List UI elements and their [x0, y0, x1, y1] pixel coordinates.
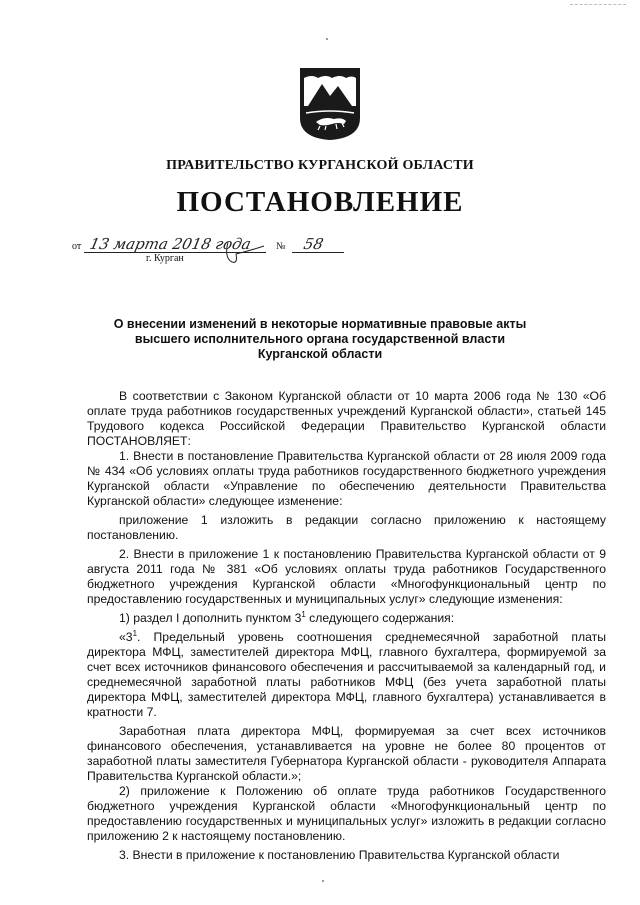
superscript: 1 [132, 629, 138, 639]
document-body [87, 389, 606, 863]
city-label: г. Курган [146, 253, 184, 264]
document-type: ПОСТАНОВЛЕНИЕ [176, 186, 464, 218]
clause-1: 1. Внести в постановление Правительства Курганской области от 28 июля 2009 года № 434 «Об условиях оплаты труда работников государственного бюджетного учреждения Курганской области «Управление по обеспечению деятельности Правительства Курганской области» следующее изменение: [87, 449, 606, 508]
date-from-label: от [72, 241, 82, 252]
clause-text: 1) раздел I дополнить пунктом 3 [119, 611, 302, 626]
heading-line: высшего исполнительного органа государственной власти [134, 332, 506, 346]
coat-of-arms-icon [298, 66, 362, 142]
preamble-paragraph: В соответствии с Законом Курганской области от 10 марта 2006 года № 130 «Об оплате труда работников государственных учреждений Курганской области», статьей 145 Трудового кодекса Российской Федерации Правительство Курганской области ПОСТАНОВЛЯЕТ: [87, 389, 606, 448]
number-label: № [276, 241, 286, 252]
clause-3: 3. Внести в приложение к постановлению Правительства Курганской области [119, 848, 560, 863]
handwritten-date: 13 марта 2018 года [88, 235, 253, 253]
clause-2-quote-2: Заработная плата директора МФЦ, формируемая за счет всех источников финансового обеспечения, устанавливается на уровне не более 80 процентов от заработной платы заместителя Губернатора Курганской области - руководителя Аппарата Правительства Курганской области.»; [87, 724, 606, 784]
scan-dot [322, 880, 324, 882]
clause-2-quote [87, 626, 606, 720]
government-title: ПРАВИТЕЛЬСТВО КУРГАНСКОЙ ОБЛАСТИ [166, 158, 474, 173]
clause-text: «3 [119, 630, 133, 645]
superscript: 1 [301, 610, 306, 619]
clause-2: 2. Внести в приложение 1 к постановлению Правительства Курганской области от 9 августа 2011 года № 381 «Об условиях оплаты труда работников Государственного бюджетного учреждения Курганской области «Многофункциональный центр по предоставлению государственных и муниципальных услуг» следующие изменения: [87, 547, 606, 606]
clause-text: . Предельный уровень соотношения среднемесячной заработной платы директора МФЦ, заместителей директора МФЦ, главного бухгалтера, формируемой за счет всех источников финансового обеспечения и рассчитываемой за календарный год, и среднемесячной заработной платы работников МФЦ (без учета заработной платы директора МФЦ, заместителей директора МФЦ, главного бухгалтера) устанавливается в кратности 7. [87, 630, 606, 720]
scan-dot [326, 38, 328, 40]
document-heading [80, 317, 560, 362]
handwriting-flourish [222, 240, 268, 266]
clause-2-item-1 [87, 607, 606, 626]
scan-corner-mark [570, 4, 626, 6]
clause-1-sub: приложение 1 изложить в редакции согласно приложению к настоящему постановлению. [87, 513, 606, 542]
heading-line: О внесении изменений в некоторые нормативные правовые акты [113, 317, 527, 331]
clause-2-item-2: 2) приложение к Положению об оплате труда работников Государственного бюджетного учреждения Курганской области «Многофункциональный центр по предоставлению государственных и муниципальных услуг» изложить в редакции согласно приложению 2 к настоящему постановлению. [87, 784, 606, 844]
heading-line: Курганской области [257, 347, 383, 361]
handwritten-number: 58 [302, 235, 326, 253]
clause-text: следующего содержания: [305, 611, 455, 626]
